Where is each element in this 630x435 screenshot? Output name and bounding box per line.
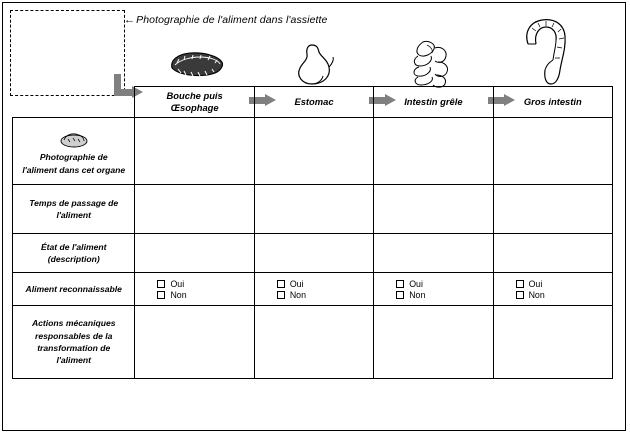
row-header-line1: Photographie de xyxy=(39,152,108,163)
checkbox-row-oui[interactable] xyxy=(516,279,612,289)
row-header-aliment-reconnaissable xyxy=(13,273,135,306)
cell-temps-gros-intestin[interactable] xyxy=(493,185,612,234)
table-row xyxy=(13,306,613,379)
column-header-line1: Bouche puis xyxy=(166,89,223,101)
table-row xyxy=(13,118,613,185)
cell-actions-estomac[interactable] xyxy=(254,306,373,379)
cell-actions-bouche[interactable] xyxy=(135,306,254,379)
cell-reconnaissable-gros-intestin xyxy=(493,273,612,306)
checkbox-non[interactable] xyxy=(277,291,285,299)
cell-photographie-estomac[interactable] xyxy=(254,118,373,185)
cell-etat-estomac[interactable] xyxy=(254,234,373,273)
row-header-line2: l'aliment xyxy=(56,210,91,220)
plate-photo-caption xyxy=(124,14,328,26)
column-header-line2: Œsophage xyxy=(170,102,219,113)
row-header-line1: Temps de passage de xyxy=(29,197,119,208)
column-header-line1: Gros intestin xyxy=(523,95,582,107)
row-header-line2: (description) xyxy=(47,254,100,264)
cell-reconnaissable-intestin-grele xyxy=(374,273,493,306)
checkbox-label-oui: Oui xyxy=(409,278,423,289)
small-intestine-icon xyxy=(405,38,467,86)
cell-etat-intestin-grele[interactable] xyxy=(374,234,493,273)
row-header-line1: État de l'aliment xyxy=(40,241,107,252)
stomach-icon xyxy=(286,40,348,88)
row-header-line4: l'aliment xyxy=(56,355,91,366)
table-corner-cell xyxy=(13,87,135,118)
table-row xyxy=(13,234,613,273)
cell-reconnaissable-estomac xyxy=(254,273,373,306)
table-row xyxy=(13,185,613,234)
table-row xyxy=(13,273,613,306)
checkbox-oui[interactable] xyxy=(277,280,285,288)
cell-photographie-intestin-grele[interactable] xyxy=(374,118,493,185)
arrow-left-icon: ← xyxy=(124,14,136,26)
cell-temps-intestin-grele[interactable] xyxy=(374,185,493,234)
checkbox-row-non[interactable] xyxy=(516,290,612,300)
row-header-line3: transformation de xyxy=(37,343,111,353)
cell-etat-bouche[interactable] xyxy=(135,234,254,273)
row-header-line2: l'aliment dans cet organe xyxy=(22,164,126,175)
cell-actions-gros-intestin[interactable] xyxy=(493,306,612,379)
cell-temps-bouche[interactable] xyxy=(135,185,254,234)
checkbox-oui[interactable] xyxy=(157,280,165,288)
row-header-line1: Aliment reconnaissable xyxy=(25,283,122,294)
row-header-line2: responsables de la xyxy=(35,330,113,341)
cell-reconnaissable-bouche xyxy=(135,273,254,306)
table-header-row xyxy=(13,87,613,118)
checkbox-label-oui: Oui xyxy=(170,278,185,289)
checkbox-row-oui[interactable] xyxy=(396,279,492,289)
column-header-estomac xyxy=(254,87,373,118)
large-intestine-icon xyxy=(516,14,578,88)
column-header-intestin-grele xyxy=(374,87,493,118)
checkbox-label-non: Non xyxy=(289,289,306,300)
checkbox-non[interactable] xyxy=(396,291,404,299)
checkbox-non[interactable] xyxy=(516,291,524,299)
checkbox-non[interactable] xyxy=(157,291,165,299)
checkbox-label-non: Non xyxy=(528,289,545,300)
checkbox-row-non[interactable] xyxy=(396,290,492,300)
column-header-line1: Estomac xyxy=(294,95,334,107)
checkbox-row-oui[interactable] xyxy=(277,279,373,289)
row-header-line1: Actions mécaniques xyxy=(31,318,116,329)
cell-photographie-gros-intestin[interactable] xyxy=(493,118,612,185)
column-header-bouche-oesophage xyxy=(135,87,254,118)
checkbox-label-oui: Oui xyxy=(528,278,543,289)
cell-photographie-bouche[interactable] xyxy=(135,118,254,185)
checkbox-row-non[interactable] xyxy=(157,290,253,300)
checkbox-label-non: Non xyxy=(409,289,426,300)
checkbox-oui[interactable] xyxy=(396,280,404,288)
column-header-gros-intestin xyxy=(493,87,612,118)
checkbox-row-non[interactable] xyxy=(277,290,373,300)
cell-etat-gros-intestin[interactable] xyxy=(493,234,612,273)
cell-temps-estomac[interactable] xyxy=(254,185,373,234)
checkbox-label-oui: Oui xyxy=(289,278,304,289)
checkbox-label-non: Non xyxy=(170,289,187,300)
column-header-line1: Intestin grêle xyxy=(404,95,463,107)
row-header-photographie xyxy=(13,118,135,185)
row-header-actions-mecaniques xyxy=(13,306,135,379)
digestion-table xyxy=(12,86,613,379)
row-header-etat-aliment xyxy=(13,234,135,273)
row-header-temps-de-passage xyxy=(13,185,135,234)
checkbox-row-oui[interactable] xyxy=(157,279,253,289)
plate-photo-caption-text: Photographie de l'aliment dans l'assiette xyxy=(136,14,328,26)
mouth-teeth-icon xyxy=(166,42,228,90)
cell-actions-intestin-grele[interactable] xyxy=(374,306,493,379)
food-photo-icon xyxy=(57,128,91,150)
checkbox-oui[interactable] xyxy=(516,280,524,288)
